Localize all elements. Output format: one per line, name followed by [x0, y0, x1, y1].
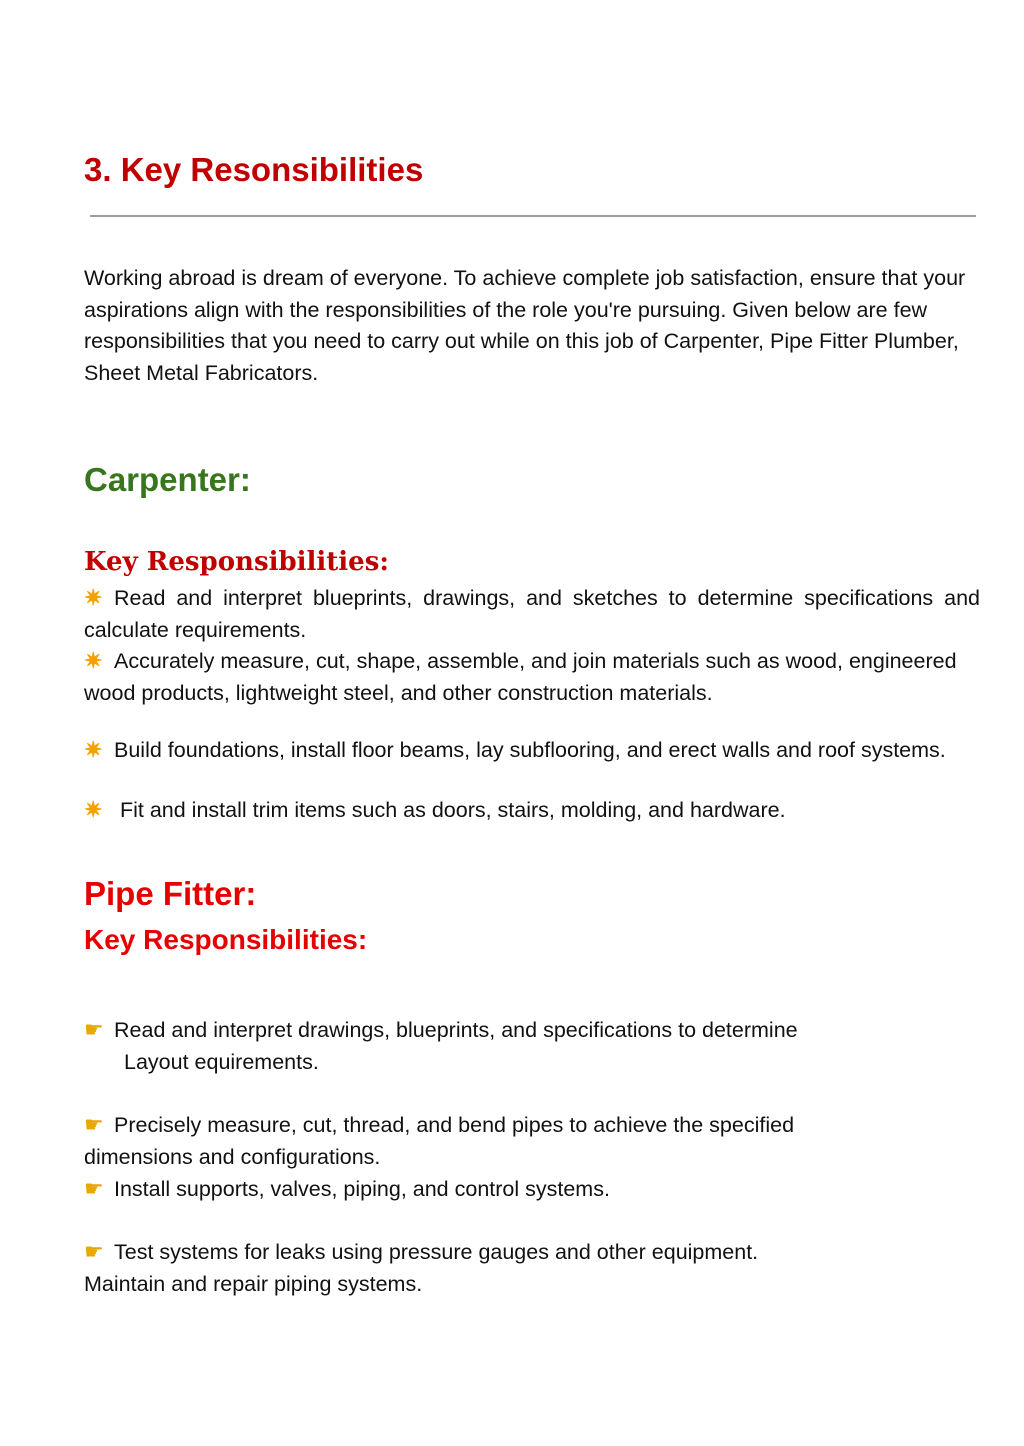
carpenter-heading: Carpenter:	[84, 461, 251, 498]
pipe-fitter-item-text: Precisely measure, cut, thread, and bend pipes to achieve the specified	[114, 1113, 795, 1137]
pipe-fitter-item-text: Read and interpret drawings, blueprints, and specifications to determine	[114, 1018, 798, 1042]
pipe-fitter-heading: Pipe Fitter:	[84, 875, 257, 912]
pipe-fitter-item	[84, 1174, 980, 1206]
carpenter-item	[84, 795, 980, 827]
pipe-fitter-item-text: Install supports, valves, piping, and control systems.	[114, 1177, 610, 1201]
pointing-hand-icon: ☛	[84, 1176, 104, 1201]
carpenter-item-text: Fit and install trim items such as doors, stairs, molding, and hardware.	[114, 798, 786, 822]
star-icon: ✷	[84, 585, 103, 610]
pipe-fitter-item-continuation: Layout equirements.	[124, 1049, 319, 1074]
star-icon: ✷	[84, 797, 103, 822]
carpenter-item-text: Read and interpret blueprints, drawings, and sketches to determine specifications and calculate requirements.	[84, 586, 980, 642]
carpenter-key-responsibilities-heading: Key Responsibilities:	[84, 547, 389, 577]
pipe-fitter-item-continuation: Maintain and repair piping systems.	[84, 1271, 423, 1296]
carpenter-item	[84, 646, 980, 709]
carpenter-item-text: Accurately measure, cut, shape, assemble, and join materials such as wood, engineered wood products, lightweight steel, and other construction materials.	[84, 649, 957, 705]
pipe-fitter-item	[84, 1237, 980, 1300]
pipe-fitter-key-responsibilities-heading: Key Responsibilities:	[84, 924, 368, 955]
carpenter-item-text: Build foundations, install floor beams, lay subflooring, and erect walls and roof systems.	[114, 738, 946, 762]
pointing-hand-icon: ☛	[84, 1112, 104, 1137]
carpenter-item	[84, 735, 980, 767]
star-icon: ✷	[84, 737, 103, 762]
pipe-fitter-item-continuation: dimensions and configurations.	[84, 1144, 381, 1169]
carpenter-item	[84, 583, 980, 646]
section-title: 3. Key Resonsibilities	[84, 151, 424, 188]
pipe-fitter-item-text: Test systems for leaks using pressure gauges and other equipment.	[114, 1240, 759, 1264]
star-icon: ✷	[84, 648, 103, 673]
pipe-fitter-item	[84, 1110, 980, 1173]
intro-paragraph: Working abroad is dream of everyone. To achieve complete job satisfaction, ensure that your aspirations align with the responsibilities of the role you're pursuing. Given below are few responsibilities that you need to carry out while on this job of Carpenter, Pipe Fitter Plumber, Sheet Metal Fabricators.	[84, 266, 966, 385]
pipe-fitter-item	[84, 1015, 980, 1078]
pointing-hand-icon: ☛	[84, 1017, 104, 1042]
horizontal-divider	[90, 215, 976, 217]
pointing-hand-icon: ☛	[84, 1239, 104, 1264]
